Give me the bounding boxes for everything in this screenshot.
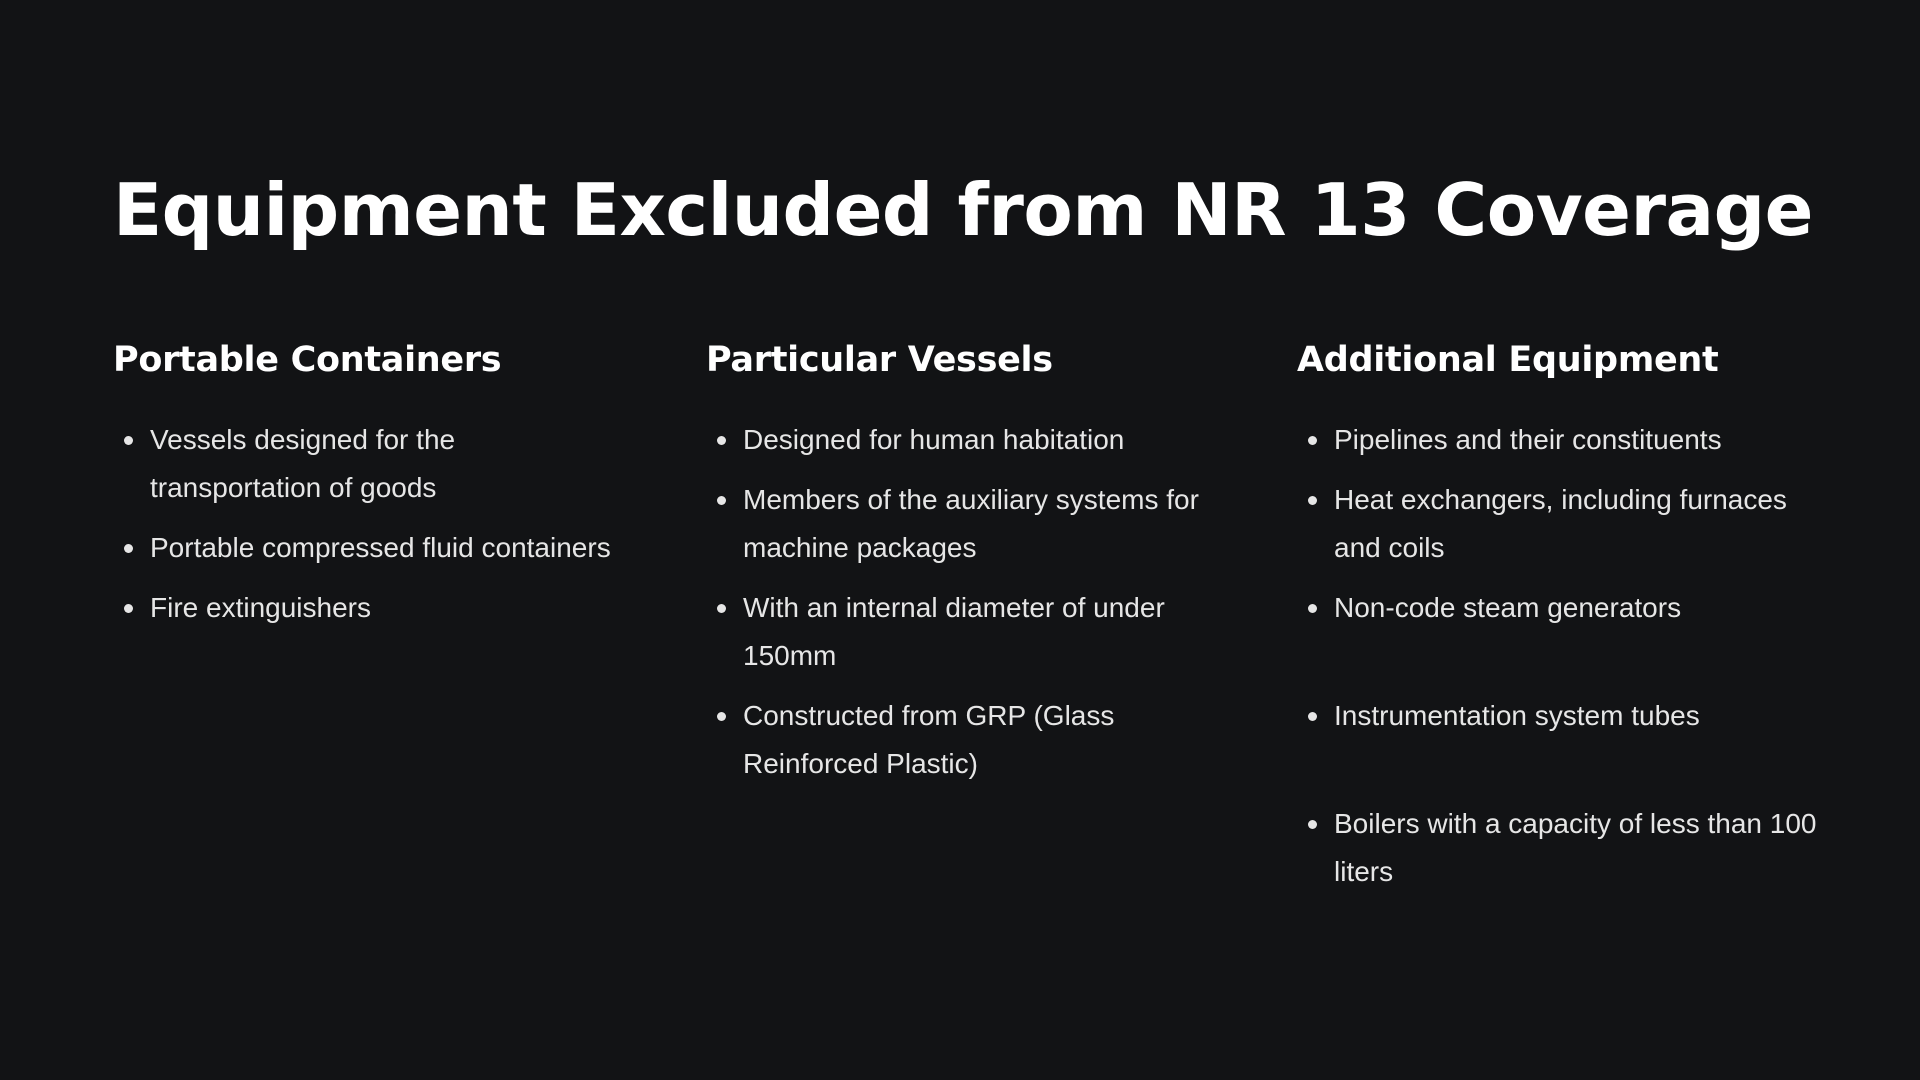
list-item: Non-code steam generators <box>1297 584 1817 632</box>
column-heading: Particular Vessels <box>706 340 1053 380</box>
bullet-list <box>113 416 633 644</box>
list-item: Heat exchangers, including furnaces and coils <box>1297 476 1817 572</box>
list-item: Constructed from GRP (Glass Reinforced Plastic) <box>706 692 1226 788</box>
list-item: Portable compressed fluid containers <box>113 524 633 572</box>
slide-title: Equipment Excluded from NR 13 Coverage <box>113 168 1813 252</box>
list-item: Designed for human habitation <box>706 416 1226 464</box>
column-particular-vessels <box>706 334 1226 779</box>
bullet-list <box>1297 416 1817 908</box>
column-portable-containers <box>113 334 633 623</box>
list-item: Pipelines and their constituents <box>1297 416 1817 464</box>
list-item: Instrumentation system tubes <box>1297 692 1817 740</box>
list-item: Fire extinguishers <box>113 584 633 632</box>
column-additional-equipment <box>1297 334 1817 887</box>
list-item: Members of the auxiliary systems for machine packages <box>706 476 1226 572</box>
column-heading: Portable Containers <box>113 340 502 380</box>
list-item: Boilers with a capacity of less than 100 liters <box>1297 800 1817 896</box>
column-heading: Additional Equipment <box>1297 340 1719 380</box>
list-item: With an internal diameter of under 150mm <box>706 584 1226 680</box>
bullet-list <box>706 416 1226 800</box>
list-item: Vessels designed for the transportation of goods <box>113 416 633 512</box>
